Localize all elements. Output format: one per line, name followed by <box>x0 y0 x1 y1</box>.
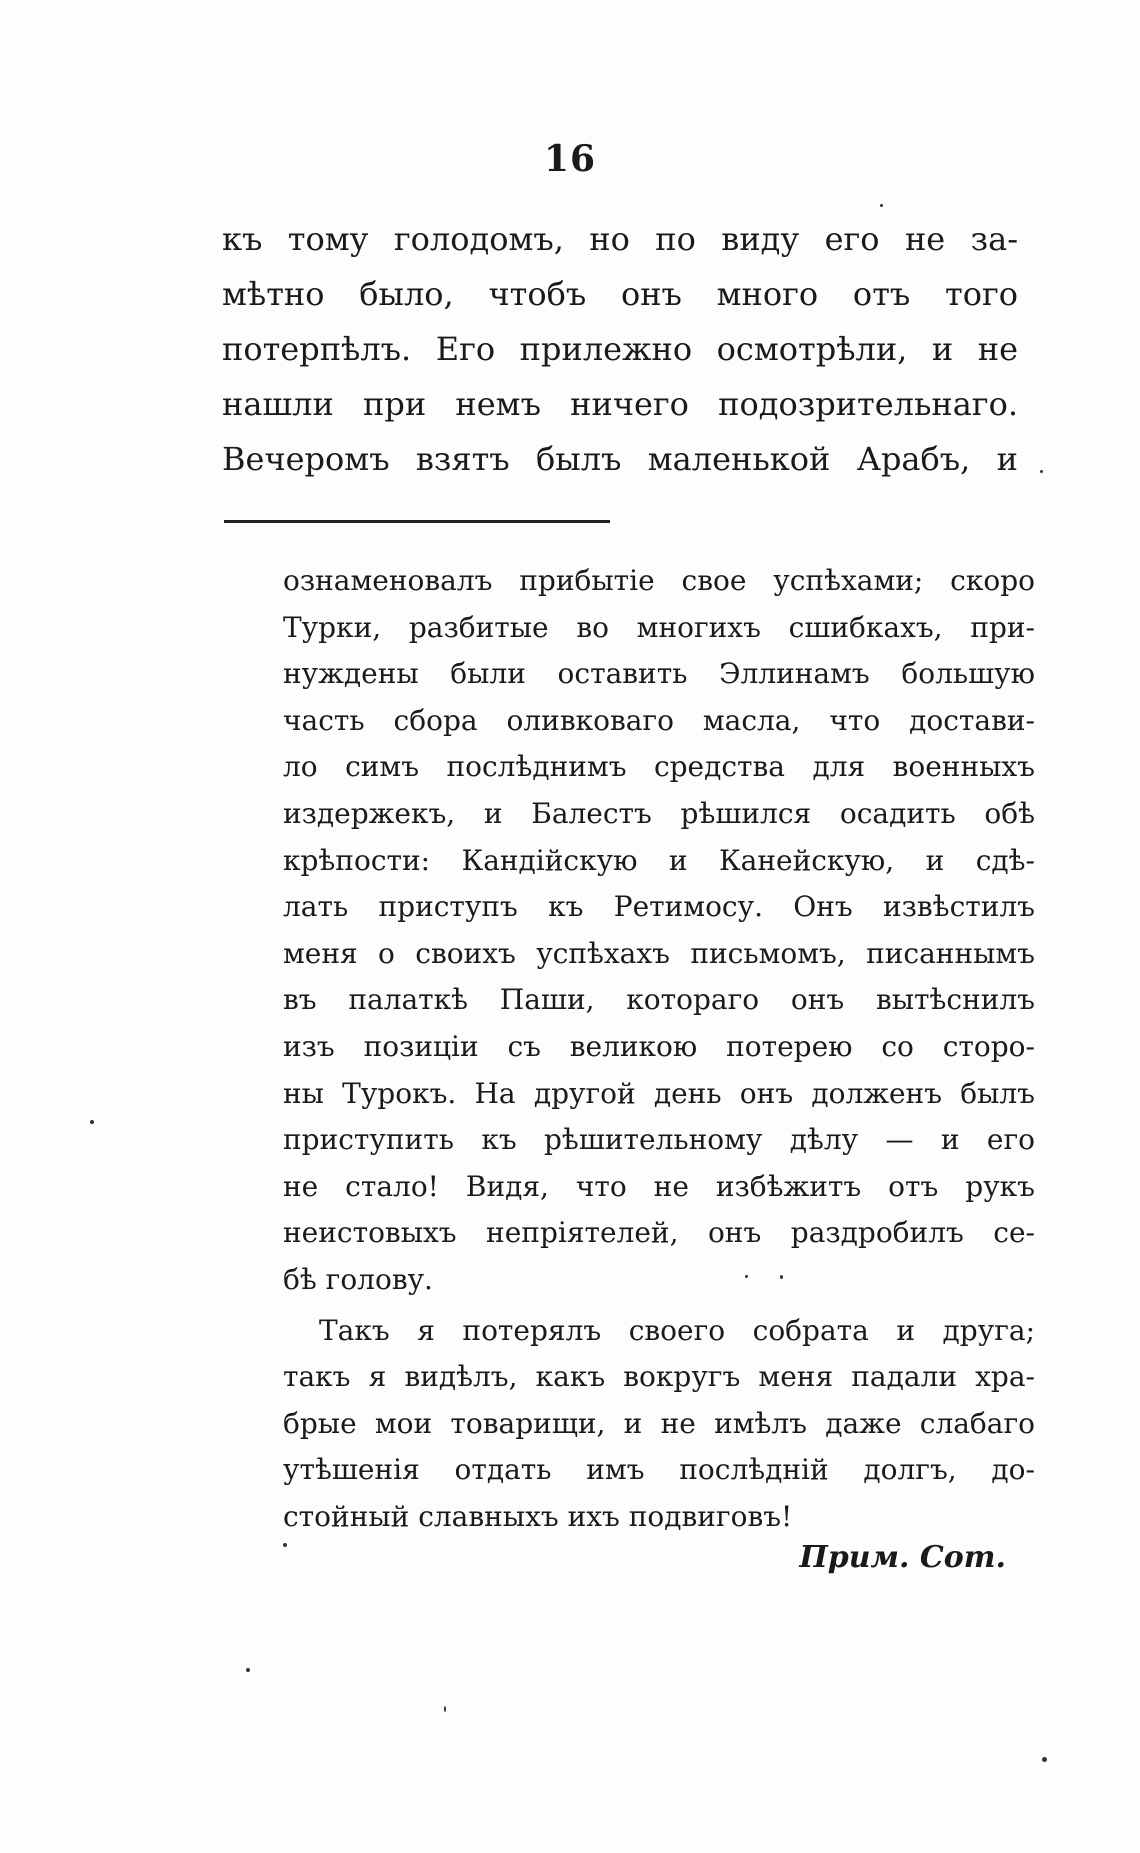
footnote-line: приступить къ рѣшительному дѣлу — и его <box>283 1123 1035 1157</box>
print-speck <box>780 1275 783 1279</box>
print-speck <box>745 1275 748 1278</box>
footnote-line: ознаменовалъ прибытіе свое успѣхами; скоро <box>283 564 1035 597</box>
main-text-line: Вечеромъ взятъ былъ маленькой Арабъ, и <box>222 440 1018 478</box>
footnote-line: ны Турокъ. На другой день онъ долженъ былъ <box>283 1076 1035 1110</box>
footnote-line: издержекъ, и Балестъ рѣшился осадить обѣ <box>283 796 1035 830</box>
page-number: 16 <box>543 138 597 180</box>
footnote-line: не стало! Видя, что не избѣжитъ отъ рукъ <box>283 1169 1035 1203</box>
print-speck <box>246 1668 250 1672</box>
footnote-separator-rule <box>224 520 610 523</box>
footnote-line: изъ позиціи съ великою потерею со сторо- <box>283 1029 1035 1063</box>
footnote-line: Такъ я потерялъ своего собрата и друга; <box>319 1313 1035 1347</box>
footnote-paragraph-2 <box>283 1308 1035 1541</box>
main-text-line: мѣтно было, чтобъ онъ много отъ того <box>222 275 1018 313</box>
footnote-line: такъ я видѣлъ, какъ вокругъ меня падали хра- <box>283 1360 1035 1394</box>
main-text-line: нашли при немъ ничего подозрительнаго. <box>222 385 1018 423</box>
print-speck <box>444 1706 446 1712</box>
footnote-paragraph-1 <box>283 558 1035 1304</box>
footnote-line: бѣ голову. <box>283 1262 433 1296</box>
footnote-line: меня о своихъ успѣхахъ письмомъ, писаннымъ <box>283 936 1035 970</box>
footnote-block <box>283 558 1035 1540</box>
footnote-signature: Прим. Сот. <box>799 1540 1006 1575</box>
footnote-line: часть сбора оливковаго масла, что достави- <box>283 703 1035 737</box>
footnote-line: нуждены были оставить Эллинамъ большую <box>283 657 1035 691</box>
footnote-line: лать приступъ къ Ретимосу. Онъ извѣстилъ <box>283 890 1035 924</box>
print-speck <box>1042 1757 1047 1762</box>
print-speck <box>880 204 883 207</box>
footnote-line: утѣшенія отдать имъ послѣдній долгъ, до- <box>283 1453 1035 1487</box>
footnote-line: стойный славныхъ ихъ подвиговъ! <box>283 1499 793 1533</box>
footnote-line: ло симъ послѣднимъ средства для военныхъ <box>283 750 1035 784</box>
main-text-line: къ тому голодомъ, но по виду его не за- <box>222 220 1018 258</box>
footnote-line: въ палаткѣ Паши, котораго онъ вытѣснилъ <box>283 983 1035 1017</box>
footnote-line: брые мои товарищи, и не имѣлъ даже слабаго <box>283 1406 1035 1440</box>
main-text-line: потерпѣлъ. Его прилежно осмотрѣли, и не <box>222 330 1018 368</box>
footnote-line: неистовыхъ непріятелей, онъ раздробилъ се- <box>283 1216 1035 1250</box>
main-text-block <box>222 212 1018 487</box>
print-speck <box>283 1543 287 1547</box>
print-speck <box>90 1120 94 1124</box>
print-speck <box>1040 470 1043 473</box>
footnote-line: Турки, разбитые во многихъ сшибкахъ, при- <box>283 610 1035 644</box>
footnote-line: крѣпости: Кандійскую и Канейскую, и сдѣ- <box>283 843 1035 877</box>
